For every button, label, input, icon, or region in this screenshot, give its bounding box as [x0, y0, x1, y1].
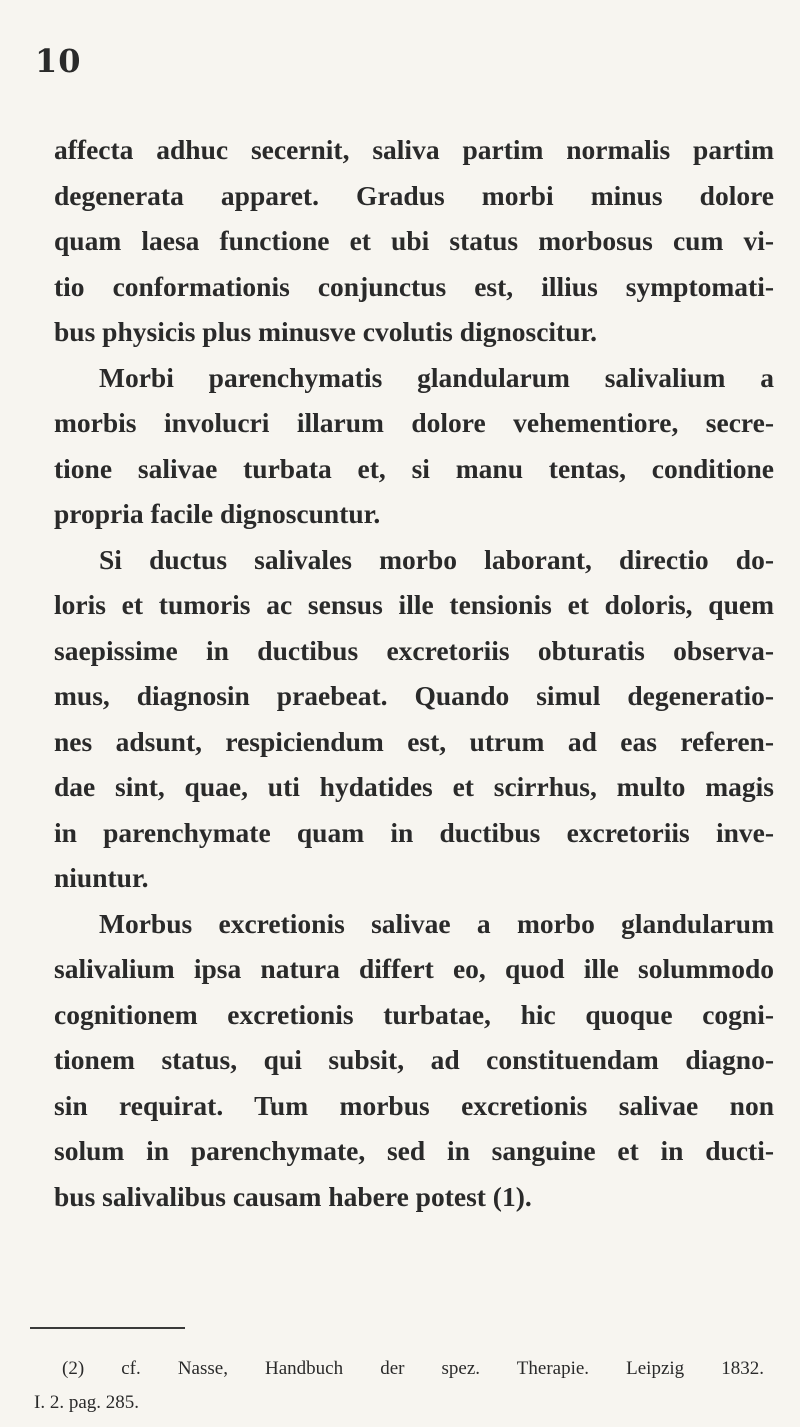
text-line: sin requirat. Tum morbus excretionis salivae non [54, 1089, 774, 1121]
text-line: tionem status, qui subsit, ad constituendam diagno- [54, 1044, 774, 1075]
text-line: propria facile dignoscuntur. [54, 498, 381, 529]
text-line: solum in parenchymate, sed in sanguine et in ducti- [54, 1135, 774, 1166]
text-line: cognitionem excretionis turbatae, hic quoque cogni- [54, 998, 774, 1030]
footnote-line: I. 2. pag. 285. [34, 1392, 140, 1413]
text-line: bus salivalibus causam habere potest (1). [54, 1180, 532, 1212]
text-line: morbis involucri illarum dolore vehementiore, secre- [54, 407, 774, 438]
text-line: niuntur. [54, 862, 149, 893]
text-line: bus physicis plus minusve cvolutis dignoscitur. [54, 316, 598, 347]
text-line: Morbus excretionis salivae a morbo glandularum [99, 907, 774, 939]
text-line: saepissime in ductibus excretoriis obturatis observa- [54, 634, 774, 666]
text-line: affecta adhuc secernit, saliva partim normalis partim [54, 134, 774, 165]
text-line: nes adsunt, respiciendum est, utrum ad eas referen- [54, 725, 774, 757]
text-line: Si ductus salivales morbo laborant, directio do- [99, 543, 774, 575]
footnote-divider [30, 1327, 185, 1329]
text-line: quam laesa functione et ubi status morbosus cum vi- [54, 225, 774, 256]
text-line: salivalium ipsa natura differt eo, quod ille solummodo [54, 953, 774, 984]
text-line: tio conformationis conjunctus est, illius symptomati- [54, 270, 774, 302]
text-line: Morbi parenchymatis glandularum salivalium a [99, 361, 774, 393]
text-line: loris et tumoris ac sensus ille tensionis et doloris, quem [54, 589, 774, 620]
text-line: degenerata apparet. Gradus morbi minus dolore [54, 179, 774, 211]
body-text [54, 127, 774, 1219]
text-line: dae sint, quae, uti hydatides et scirrhus, multo magis [54, 771, 774, 802]
text-line: in parenchymate quam in ductibus excretoriis inve- [54, 816, 774, 848]
text-line: tione salivae turbata et, si manu tentas, conditione [54, 452, 774, 484]
footnote [34, 1352, 764, 1420]
page-number: 10 [35, 42, 82, 80]
text-line: mus, diagnosin praebeat. Quando simul degeneratio- [54, 680, 774, 711]
footnote-line: (2) cf. Nasse, Handbuch der spez. Therapie. Leipzig 1832. [62, 1358, 764, 1379]
